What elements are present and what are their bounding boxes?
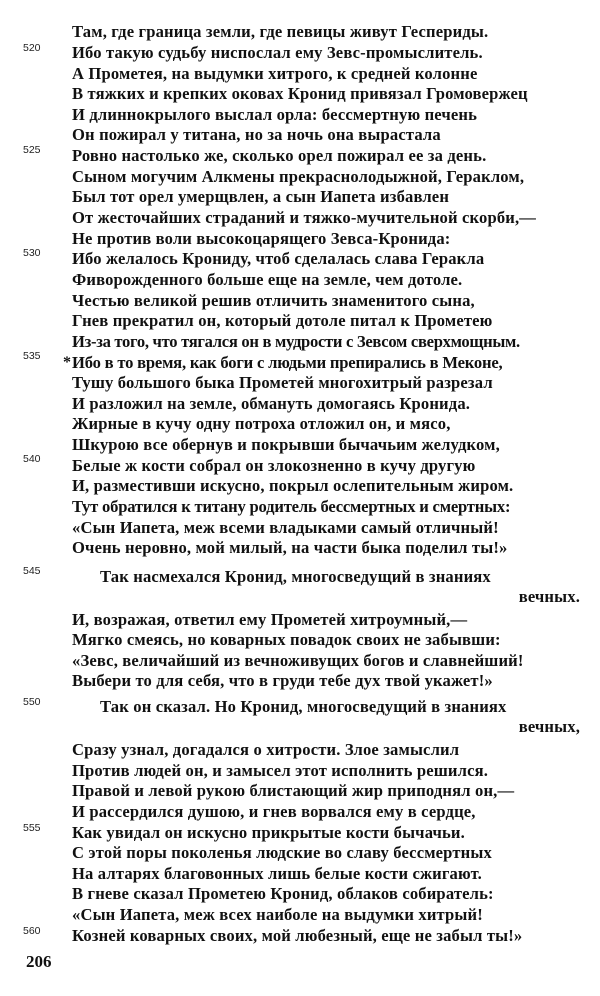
verse-line: И разложил на земле, обмануть домогаясь Кронида. [72,394,471,413]
verse-line: В тяжких и крепких оковах Кронид привязал Громовержец [72,84,528,103]
verse-line: Так он сказал. Но Кронид, многосведущий в знаниях [100,697,507,716]
verse-line: Как увидал он искусно прикрытые кости бычачьи. [72,823,465,842]
verse-line: Сразу узнал, догадался о хитрости. Злое замыслил [72,740,460,759]
verse-line: На алтарях благовонных лишь белые кости сжигают. [72,864,482,883]
verse-line: От жесточайших страданий и тяжко-мучительной скорби,— [72,208,537,227]
line-number: 555 [23,822,41,834]
verse-line: Правой и левой рукою блистающий жир приподнял он,— [72,781,515,800]
verse-line: Козней коварных своих, мой любезный, еще не забыл ты!» [72,926,523,945]
line-number: 550 [23,696,41,708]
verse-line: Ибо такую судьбу ниспослал ему Зевс-промыслитель. [72,43,483,62]
verse-line: Ровно настолько же, сколько орел пожирал ее за день. [72,146,487,165]
verse-line: Очень неровно, мой милый, на части быка поделил ты!» [72,538,508,557]
verse-line: Сыном могучим Алкмены прекраснолодыжной, Гераклом, [72,167,525,186]
verse-line: И длиннокрылого выслал орла: бессмертную печень [72,105,478,124]
verse-line: И, возражая, ответил ему Прометей хитроумный,— [72,610,468,629]
verse-line: И, разместивши искусно, покрыл ослепительным жиром. [72,476,514,495]
verse-line: А Прометея, на выдумки хитрого, к средней колонне [72,64,478,83]
verse-line: Гнев прекратил он, который дотоле питал к Прометею [72,311,493,330]
verse-line: Ибо желалось Крониду, чтоб сделалась слава Геракла [72,249,485,268]
verse-line: «Сын Иапета, меж всех наиболе на выдумки хитрый! [72,905,483,924]
verse-line-continuation: вечных, [518,717,580,736]
verse-line: Был тот орел умерщвлен, а сын Иапета избавлен [72,187,450,206]
verse-line: Он пожирал у титана, но за ночь она вырастала [72,125,441,144]
verse-line: Тут обратился к титану родитель бессмертных и смертных: [72,497,511,516]
line-number: 535 [23,350,41,362]
verse-line: Жирные в кучу одну потроха отложил он, и мясо, [72,414,451,433]
verse-line: Белые ж кости собрал он злокозненно в кучу другую [72,456,476,475]
verse-line-continuation: вечных. [518,587,580,606]
verse-line: Против людей он, и замысел этот исполнить решился. [72,761,489,780]
verse-line: Фиворожденного больше еще на земле, чем дотоле. [72,270,463,289]
verse-line: С этой поры поколенья людские во славу бессмертных [72,843,492,862]
verse-line: Выбери то для себя, что в груди тебе дух твой укажет!» [72,671,493,690]
verse-line: В гневе сказал Прометею Кронид, облаков собиратель: [72,884,494,903]
verse-line: Из-за того, что тягался он в мудрости с Зевсом сверхмощным. [72,332,520,351]
verse-line: Там, где граница земли, где певицы живут Геспериды. [72,22,489,41]
line-number: 560 [23,925,41,937]
verse-line: Шкурою все обернув и покрывши бычачьим желудком, [72,435,500,454]
verse-line: «Зевс, величайший из вечноживущих богов и славнейший! [72,651,524,670]
line-number: 530 [23,247,41,259]
verse-line: Мягко смеясь, но коварных повадок своих не забывши: [72,630,501,649]
verse-line: Ибо в то время, как боги с людьми препирались в Меконе, [72,353,503,372]
line-number: 545 [23,565,41,577]
page-number: 206 [26,952,52,971]
verse-line: Тушу большого быка Прометей многохитрый разрезал [72,373,493,392]
verse-line: Не против воли высокоцарящего Зевса-Кронида: [72,229,451,248]
verse-line: «Сын Иапета, меж всеми владыками самый отличный! [72,518,499,537]
verse-line: Честью великой решив отличить знаменитого сына, [72,291,475,310]
footnote-marker: * [63,354,71,371]
line-number: 525 [23,144,41,156]
verse-line: Так насмехался Кронид, многосведущий в знаниях [100,567,491,586]
line-number: 520 [23,42,41,54]
line-number: 540 [23,453,41,465]
verse-line: И рассердился душою, и гнев ворвался ему в сердце, [72,802,476,821]
